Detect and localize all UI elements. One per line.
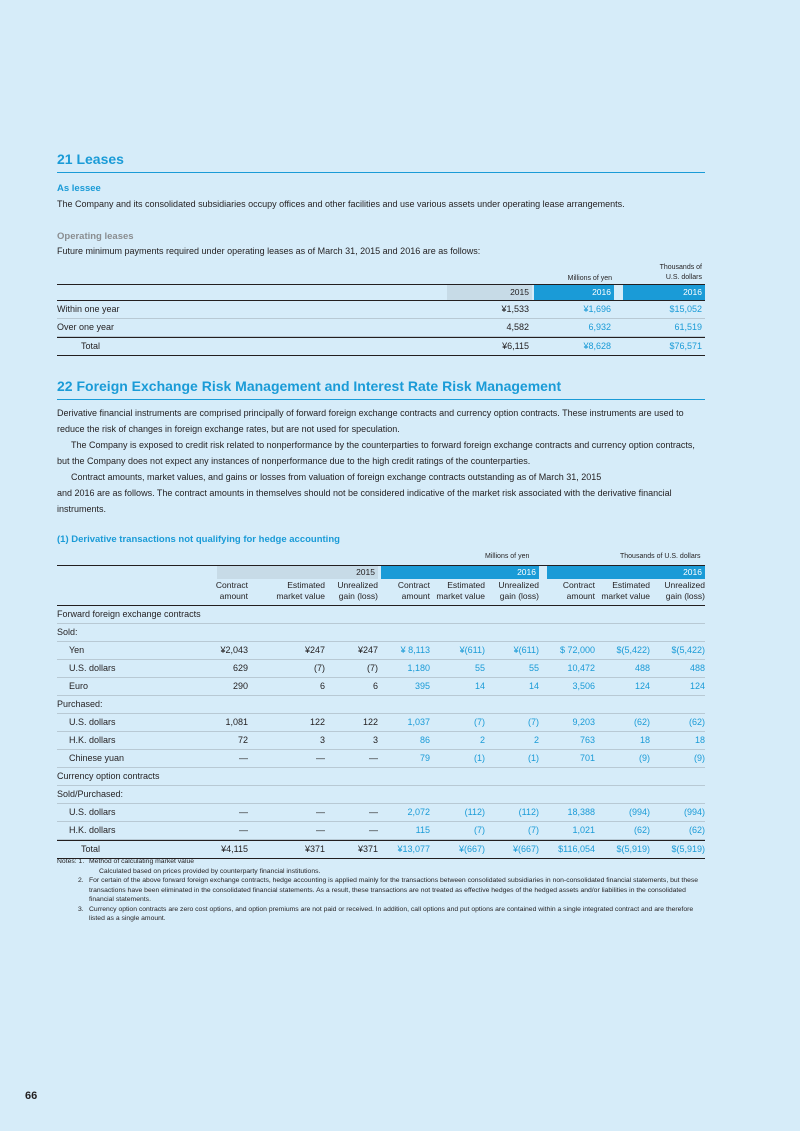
deriv-cell: —: [369, 825, 378, 835]
note-3: [57, 905, 705, 924]
deriv-cell: (62): [633, 825, 650, 835]
deriv-cell: ¥247: [357, 645, 378, 655]
unit-thousands-of: Thousands of: [659, 264, 702, 271]
deriv-cell: 1,081: [225, 717, 248, 727]
lease-year-2016-usd: 2016: [623, 285, 705, 300]
deriv-cell: (62): [688, 717, 705, 727]
deriv-row: [57, 642, 705, 660]
deriv-row: [57, 822, 705, 840]
lessee-paragraph: The Company and its consolidated subsidiaries occupy offices and other facilities and use various assets under operating lease arrangements.: [57, 199, 625, 209]
col-head-line1: Unrealized: [337, 580, 378, 590]
paragraph-3a: Contract amounts, market values, and gains or losses from valuation of foreign exchange contracts outstanding as of March 31, 2015: [71, 472, 602, 482]
deriv-row-label: U.S. dollars: [69, 663, 116, 673]
deriv-cell: $(5,422): [671, 645, 705, 655]
lease-row-label: Within one year: [57, 304, 120, 314]
deriv-cell: 55: [528, 663, 539, 673]
deriv-year-row: [57, 565, 705, 579]
operating-leases-paragraph: Future minimum payments required under operating leases as of March 31, 2015 and 2016 are as follows:: [57, 246, 481, 256]
notes: [57, 857, 705, 924]
note-2: [57, 876, 705, 905]
deriv-row: [57, 804, 705, 822]
deriv-cell: 86: [419, 735, 430, 745]
deriv-year-2015: 2015: [217, 566, 378, 579]
deriv-cell: 55: [474, 663, 485, 673]
deriv-rows: [57, 606, 705, 859]
deriv-row-label: Euro: [69, 681, 89, 691]
lease-year-header: [57, 284, 705, 301]
deriv-cell: $(5,919): [671, 844, 705, 854]
deriv-cell: ¥2,043: [220, 645, 248, 655]
deriv-cell: (112): [518, 807, 539, 817]
deriv-row: [57, 714, 705, 732]
deriv-cell: (7): [528, 717, 539, 727]
operating-leases-text: [57, 243, 705, 259]
deriv-row: [57, 732, 705, 750]
deriv-year-2016-usd: 2016: [547, 566, 705, 579]
deriv-cell: 3,506: [572, 681, 595, 691]
deriv-cell: (112): [464, 807, 485, 817]
deriv-cell: 122: [362, 717, 378, 727]
deriv-cell: —: [316, 825, 325, 835]
deriv-row: [57, 768, 705, 786]
operating-leases-heading: Operating leases: [57, 231, 134, 242]
deriv-cell: (7): [314, 663, 325, 673]
as-lessee-heading: As lessee: [57, 183, 101, 194]
deriv-column-header: [178, 580, 248, 602]
deriv-row: [57, 660, 705, 678]
deriv-cell: 2: [533, 735, 539, 745]
deriv-row: [57, 750, 705, 768]
deriv-column-header: [635, 580, 705, 602]
deriv-cell: 18: [694, 735, 705, 745]
deriv-cell: (1): [528, 753, 539, 763]
deriv-unit-yen: Millions of yen: [485, 553, 530, 560]
col-head-line1: Estimated: [612, 580, 650, 590]
col-head-line1: Unrealized: [664, 580, 705, 590]
deriv-cell: —: [316, 753, 325, 763]
deriv-unit-usd: Thousands of U.S. dollars: [620, 553, 701, 560]
deriv-row-label: Total: [81, 844, 101, 854]
deriv-row-label: Sold/Purchased:: [57, 789, 124, 799]
deriv-cell: 395: [414, 681, 430, 691]
col-head-line2: amount: [401, 591, 430, 601]
deriv-row-label: Chinese yuan: [69, 753, 125, 763]
deriv-row-label: U.S. dollars: [69, 717, 116, 727]
deriv-cell: 14: [474, 681, 485, 691]
col-head-line1: Contract: [562, 580, 595, 590]
unit-us-dollars: U.S. dollars: [665, 274, 702, 281]
note-number: 2.: [78, 877, 84, 884]
deriv-cell: $116,054: [558, 844, 595, 854]
lease-cell: ¥6,115: [502, 341, 529, 351]
deriv-cell: (7): [474, 825, 485, 835]
lease-row-within-one-year: [57, 301, 705, 319]
derivatives-table: [57, 553, 705, 859]
deriv-column-headers: [57, 579, 705, 606]
deriv-row-label: H.K. dollars: [69, 735, 116, 745]
deriv-cell: ¥ 8,113: [400, 645, 430, 655]
deriv-cell: (7): [528, 825, 539, 835]
note-text: Method of calculating market value: [89, 858, 195, 865]
deriv-cell: 701: [579, 753, 595, 763]
deriv-year-2016-yen: 2016: [381, 566, 539, 579]
lease-cell: 4,582: [506, 322, 529, 332]
deriv-unit-row: [57, 553, 705, 565]
section-21-title: 21 Leases: [57, 151, 705, 173]
deriv-cell: ¥(667): [512, 844, 539, 854]
col-head-line1: Contract: [215, 580, 248, 590]
unit-millions-yen: Millions of yen: [567, 275, 612, 282]
deriv-cell: —: [239, 807, 248, 817]
col-head-line2: market value: [276, 591, 325, 601]
deriv-cell: ¥371: [357, 844, 378, 854]
col-head-line2: gain (loss): [665, 591, 705, 601]
deriv-cell: ¥371: [304, 844, 325, 854]
deriv-row-label: U.S. dollars: [69, 807, 116, 817]
deriv-row-label: Yen: [69, 645, 85, 655]
deriv-cell: (9): [639, 753, 650, 763]
note-text-2: Calculated based on prices provided by counterparty financial institutions.: [99, 867, 321, 875]
deriv-row-label: Currency option contracts: [57, 771, 160, 781]
note-text: For certain of the above forward foreign exchange contracts, hedge accounting is applied mainly for the transactions between consolidated subsidiaries in non-consolidated financial statements, but these transactions have been eliminated in the consolidated financial statements. As a result, these transactions are not treated as effective hedges of the hedged assets and/or liabilities in the consolidated financial statements.: [89, 877, 699, 903]
deriv-row: [57, 678, 705, 696]
deriv-cell: 122: [309, 717, 325, 727]
col-head-line2: gain (loss): [338, 591, 378, 601]
deriv-cell: (994): [628, 807, 650, 817]
deriv-cell: (62): [633, 717, 650, 727]
lease-row-label: Over one year: [57, 322, 115, 332]
lease-cell: 6,932: [588, 322, 611, 332]
deriv-cell: (9): [694, 753, 705, 763]
deriv-cell: 10,472: [567, 663, 595, 673]
deriv-cell: —: [239, 753, 248, 763]
note-number: 3.: [78, 905, 84, 913]
lease-cell: $15,052: [669, 304, 702, 314]
paragraph-2: The Company is exposed to credit risk related to nonperformance by the counterparties to forward foreign exchange contracts and currency option contracts, but the Company does not expect any instances of nonperformance due to the high credit ratings of the counterparties.: [57, 440, 695, 466]
deriv-cell: 2: [479, 735, 485, 745]
deriv-row-label: Purchased:: [57, 699, 103, 709]
deriv-cell: (7): [367, 663, 378, 673]
page-number: 66: [25, 1090, 38, 1102]
col-head-line2: gain (loss): [499, 591, 539, 601]
deriv-cell: $ 72,000: [559, 645, 595, 655]
deriv-cell: 3: [372, 735, 378, 745]
deriv-cell: (994): [683, 807, 705, 817]
deriv-cell: 763: [579, 735, 595, 745]
notes-label-text: Notes:: [57, 858, 77, 865]
deriv-cell: (7): [474, 717, 485, 727]
derivatives-subheading: (1) Derivative transactions not qualifying for hedge accounting: [57, 534, 340, 545]
paragraph-1: Derivative financial instruments are comprised principally of forward foreign exchange contracts and currency option contracts. These instruments are used to reduce the risk of changes in foreign exchange rates, but are not used for speculation.: [57, 408, 684, 434]
col-head-line1: Estimated: [287, 580, 325, 590]
lease-row-over-one-year: [57, 319, 705, 337]
deriv-cell: ¥(667): [458, 844, 485, 854]
lease-cell: ¥1,533: [501, 304, 529, 314]
deriv-cell: ¥4,115: [221, 844, 248, 854]
col-head-line2: amount: [566, 591, 595, 601]
col-head-line2: market value: [601, 591, 650, 601]
deriv-cell: 18: [639, 735, 650, 745]
deriv-cell: 6: [319, 681, 325, 691]
deriv-cell: 1,021: [572, 825, 595, 835]
deriv-cell: 18,388: [567, 807, 595, 817]
deriv-cell: 3: [319, 735, 325, 745]
deriv-cell: 488: [634, 663, 650, 673]
lease-cell: 61,519: [674, 322, 702, 332]
deriv-row-label: H.K. dollars: [69, 825, 116, 835]
col-head-line1: Estimated: [447, 580, 485, 590]
note-1: [57, 857, 705, 876]
notes-label: [57, 857, 84, 867]
deriv-cell: ¥13,077: [397, 844, 430, 854]
deriv-cell: 629: [232, 663, 248, 673]
deriv-cell: ¥(611): [459, 645, 485, 655]
lease-unit-row: [57, 262, 705, 284]
section-22-title: 22 Foreign Exchange Risk Management and Interest Rate Risk Management: [57, 378, 705, 400]
lease-row-label: Total: [81, 341, 101, 351]
lease-year-2015: 2015: [447, 285, 532, 300]
deriv-row-label: Forward foreign exchange contracts: [57, 609, 201, 619]
col-head-line2: market value: [436, 591, 485, 601]
deriv-cell: 124: [689, 681, 705, 691]
deriv-cell: 72: [237, 735, 248, 745]
deriv-cell: 2,072: [407, 807, 430, 817]
deriv-cell: 115: [415, 825, 430, 835]
deriv-cell: —: [369, 753, 378, 763]
deriv-cell: 6: [372, 681, 378, 691]
deriv-cell: 9,203: [572, 717, 595, 727]
paragraph-3b: and 2016 are as follows. The contract amounts in themselves should not be considered indicative of the market risk associated with the derivative financial instruments.: [57, 488, 672, 514]
deriv-cell: 1,037: [407, 717, 430, 727]
deriv-cell: 79: [419, 753, 430, 763]
col-head-line1: Unrealized: [498, 580, 539, 590]
deriv-cell: $(5,422): [616, 645, 650, 655]
deriv-cell: ¥247: [304, 645, 325, 655]
lease-cell: $76,571: [669, 341, 702, 351]
deriv-cell: 14: [528, 681, 539, 691]
col-head-line1: Contract: [397, 580, 430, 590]
deriv-row: [57, 696, 705, 714]
lessee-text: [57, 196, 705, 212]
lease-year-2016-yen: 2016: [534, 285, 614, 300]
deriv-cell: (1): [474, 753, 485, 763]
note-text: Currency option contracts are zero cost options, and option premiums are not paid or received. In addition, call options and put options are contained within a single integrated contract and are therefore listed as a single amount.: [89, 905, 694, 922]
deriv-row-label: Sold:: [57, 627, 78, 637]
deriv-cell: 290: [232, 681, 248, 691]
note-number: 1.: [78, 858, 85, 865]
lease-table: [57, 262, 705, 356]
lease-row-total: [57, 337, 705, 356]
deriv-row: [57, 606, 705, 624]
deriv-cell: (62): [688, 825, 705, 835]
deriv-cell: —: [239, 825, 248, 835]
deriv-cell: 1,180: [407, 663, 430, 673]
deriv-row: [57, 786, 705, 804]
deriv-cell: ¥(611): [513, 645, 539, 655]
col-head-line2: amount: [219, 591, 248, 601]
section-22-paragraphs: [57, 405, 705, 517]
deriv-cell: $(5,919): [616, 844, 650, 854]
deriv-row: [57, 624, 705, 642]
deriv-cell: —: [316, 807, 325, 817]
lease-cell: ¥8,628: [583, 341, 611, 351]
deriv-cell: 488: [689, 663, 705, 673]
deriv-cell: 124: [634, 681, 650, 691]
deriv-cell: —: [369, 807, 378, 817]
lease-cell: ¥1,696: [583, 304, 611, 314]
